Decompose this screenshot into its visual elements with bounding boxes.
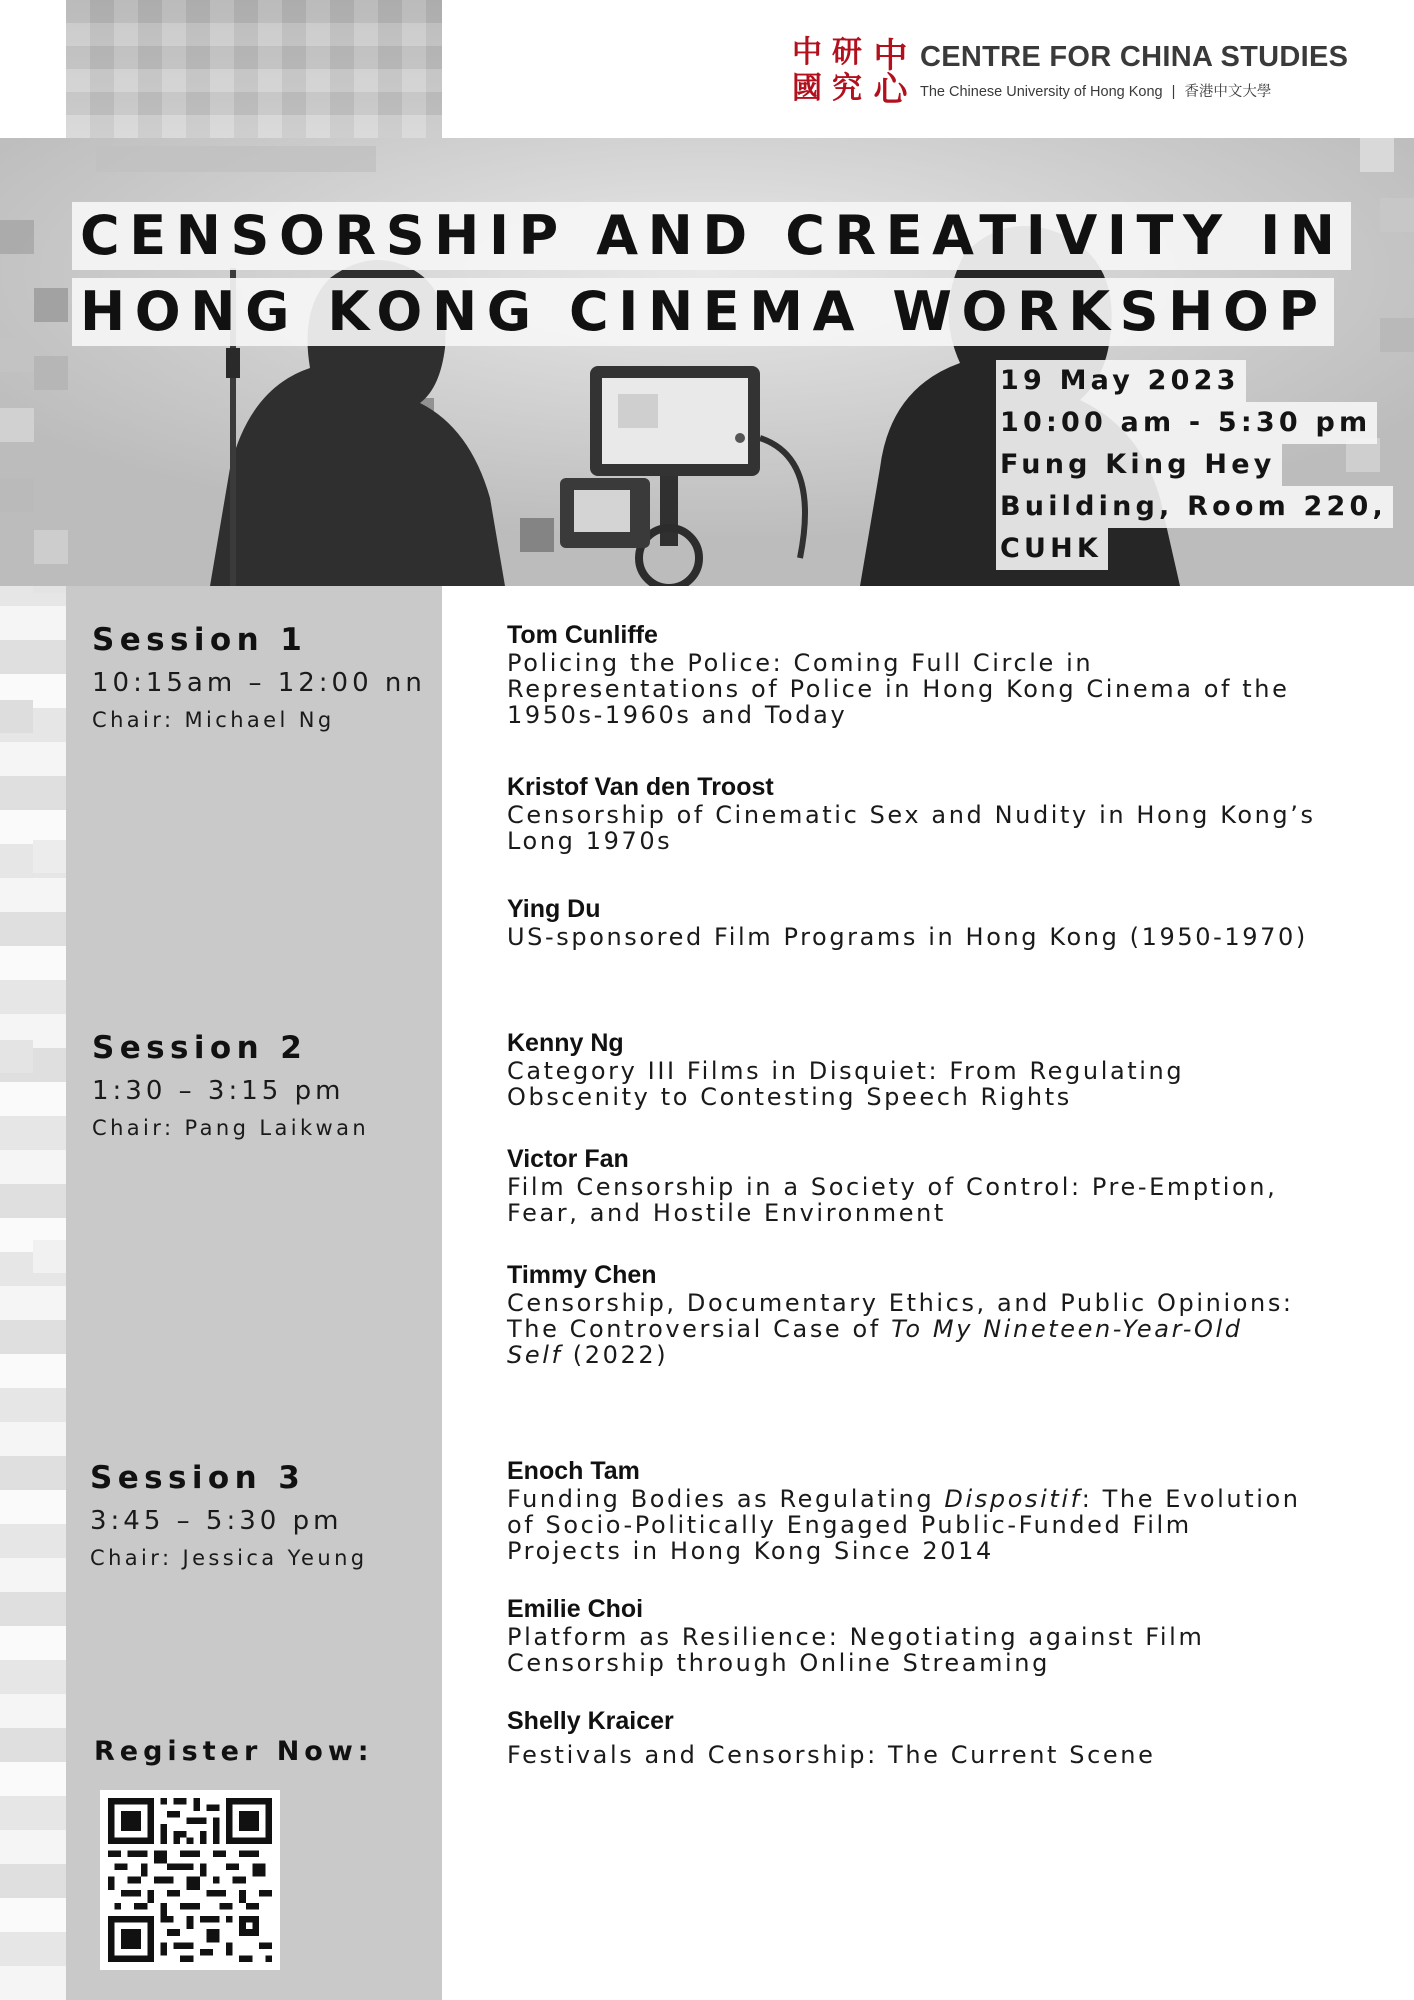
speaker-name: Tom Cunliffe	[507, 621, 658, 649]
university-en: The Chinese University of Hong Kong	[920, 84, 1163, 100]
talk-title-line: Representations of Police in Hong Kong Cinema of the	[507, 675, 1290, 703]
event-title	[72, 202, 1351, 346]
title-line-1: CENSORSHIP AND CREATIVITY IN	[72, 202, 1351, 270]
speaker-name: Kenny Ng	[507, 1029, 624, 1057]
title-text: Funding Bodies as Regulating	[507, 1485, 945, 1513]
talk-item	[507, 1456, 1377, 1564]
speaker-name: Kristof Van den Troost	[507, 773, 774, 801]
talk-item	[507, 1260, 1377, 1368]
talk-title-line: US-sponsored Film Programs in Hong Kong (1950-1970)	[507, 923, 1308, 951]
talk-title-line: Censorship of Cinematic Sex and Nudity in Hong Kong’s	[507, 801, 1316, 829]
talk-title-line: Policing the Police: Coming Full Circle in	[507, 649, 1094, 677]
talk-title-line: 1950s-1960s and Today	[507, 701, 848, 729]
event-date: 19 May 2023	[996, 360, 1246, 402]
centre-logo	[788, 36, 1348, 106]
speaker-name: Timmy Chen	[507, 1261, 657, 1289]
talk-title-line: Long 1970s	[507, 827, 673, 855]
qr-code-icon[interactable]	[100, 1790, 280, 1970]
film-title-italic: Self	[507, 1341, 563, 1369]
talk-item	[507, 1028, 1377, 1110]
title-line-2: HONG KONG CINEMA WORKSHOP	[72, 278, 1334, 346]
logo-char: 究	[832, 71, 862, 106]
speaker-name: Shelly Kraicer	[507, 1707, 674, 1735]
talk-title-line: Censorship through Online Streaming	[507, 1649, 1050, 1677]
talk-title-line: of Socio-Politically Engaged Public-Funded Film	[507, 1511, 1192, 1539]
session-chair: Chair: Michael Ng	[92, 708, 335, 732]
term-italic: Dispositif	[944, 1485, 1082, 1513]
title-text: (2022)	[562, 1341, 669, 1369]
speaker-name: Ying Du	[507, 895, 601, 923]
logo-char: 中心	[867, 37, 907, 105]
venue-line-1: Fung King Hey	[996, 444, 1282, 486]
university-line	[920, 80, 1348, 101]
talk-item	[507, 772, 1377, 854]
event-info	[996, 360, 1393, 570]
talk-item	[507, 1594, 1377, 1676]
venue-line-3: CUHK	[996, 528, 1108, 570]
session-chair: Chair: Jessica Yeung	[90, 1546, 368, 1570]
talk-title-line: Festivals and Censorship: The Current Scene	[507, 1741, 1156, 1769]
speaker-name: Emilie Choi	[507, 1595, 644, 1623]
talk-item	[507, 620, 1377, 728]
logo-char: 研	[832, 35, 862, 70]
talk-title-line: Censorship, Documentary Ethics, and Public Opinions:	[507, 1289, 1294, 1317]
session-1-header	[92, 622, 426, 732]
film-title-italic: To My Nineteen-Year-Old	[891, 1315, 1243, 1343]
logo-mark-icon	[788, 36, 906, 106]
talk-title-line: Platform as Resilience: Negotiating against Film	[507, 1623, 1205, 1651]
register-label: Register Now:	[94, 1736, 374, 1767]
session-2-header	[92, 1030, 369, 1140]
sessions-sidebar	[66, 586, 442, 2000]
session-name: Session 1	[92, 622, 308, 658]
session-name: Session 2	[92, 1030, 308, 1066]
talk-title-line: Projects in Hong Kong Since 2014	[507, 1537, 994, 1565]
speaker-name: Enoch Tam	[507, 1457, 640, 1485]
session-time: 10:15am – 12:00 nn	[92, 668, 426, 698]
logo-char: 國	[792, 71, 822, 106]
talk-title-line: Fear, and Hostile Environment	[507, 1199, 946, 1227]
speaker-name: Victor Fan	[507, 1145, 629, 1173]
session-chair: Chair: Pang Laikwan	[92, 1116, 370, 1140]
talk-item	[507, 1706, 1377, 1768]
talk-title-line: Obscenity to Contesting Speech Rights	[507, 1083, 1072, 1111]
talk-title-line	[507, 1316, 1377, 1342]
separator: |	[1171, 84, 1176, 100]
session-time: 3:45 – 5:30 pm	[90, 1506, 343, 1536]
hero-banner	[0, 138, 1414, 586]
talk-item	[507, 1144, 1377, 1226]
talk-title-line	[507, 1342, 1377, 1368]
session-name: Session 3	[90, 1460, 306, 1496]
title-text: : The Evolution	[1081, 1485, 1301, 1513]
logo-text	[920, 41, 1348, 101]
talk-title-line: Film Censorship in a Society of Control: Pre-Emption,	[507, 1173, 1278, 1201]
session-time: 1:30 – 3:15 pm	[92, 1076, 345, 1106]
venue-line-2: Building, Room 220,	[996, 486, 1393, 528]
talk-title-line: Category III Films in Disquiet: From Regulating	[507, 1057, 1185, 1085]
logo-char: 中	[792, 35, 822, 70]
university-zh: 香港中文大學	[1184, 84, 1272, 100]
event-time: 10:00 am - 5:30 pm	[996, 402, 1377, 444]
org-name: CENTRE FOR CHINA STUDIES	[920, 41, 1349, 73]
pixel-mosaic-decoration	[66, 0, 442, 138]
talk-title-line	[507, 1486, 1377, 1512]
qr-code-graphic[interactable]	[108, 1798, 272, 1962]
title-text: The Controversial Case of	[507, 1315, 892, 1343]
session-3-header	[90, 1460, 368, 1570]
talk-item	[507, 894, 1377, 950]
